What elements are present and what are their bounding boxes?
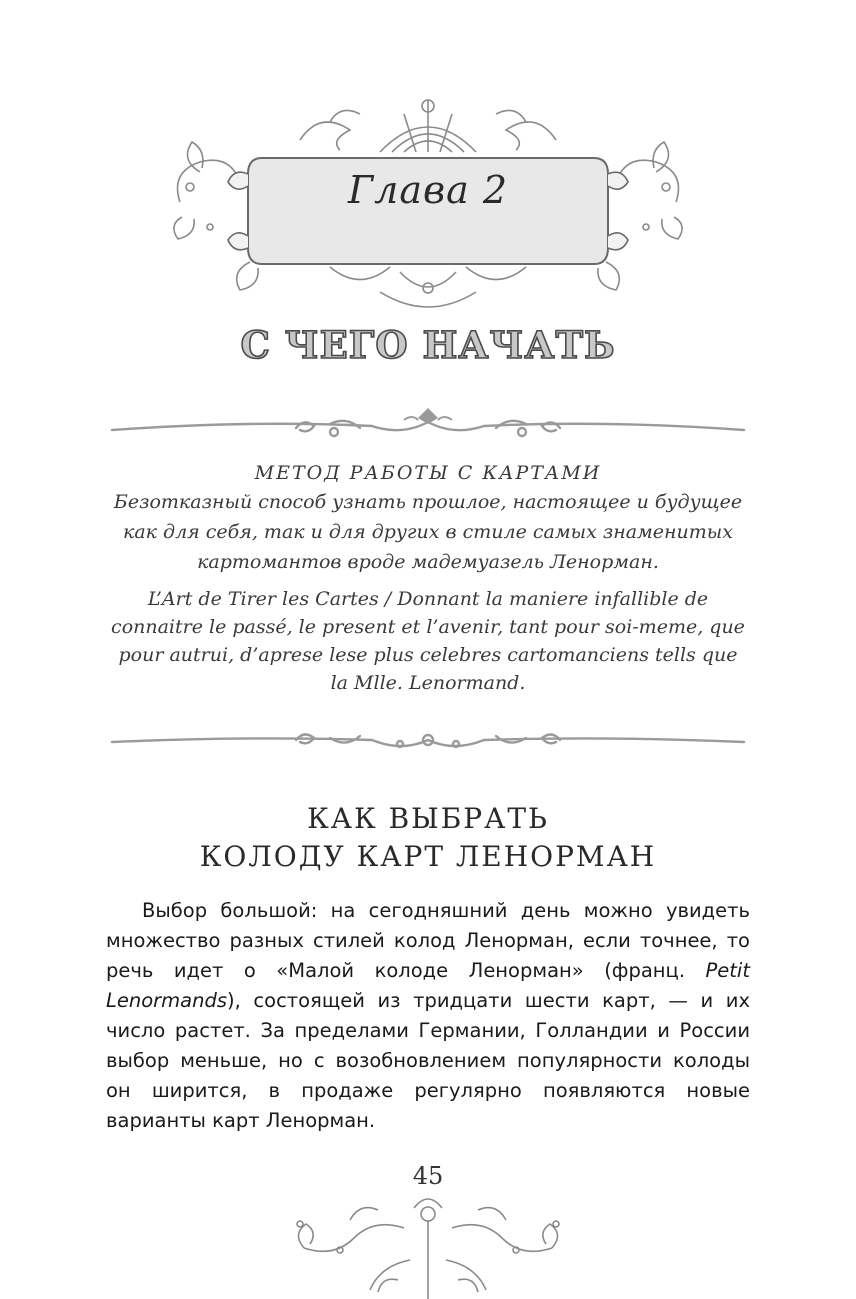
- footer-ornament: [0, 1190, 856, 1299]
- epigraph-russian: Безотказный способ узнать прошлое, настоящее и будущее как для себя, так и для других в стиле самых знаменитых картомантов вроде мадемуазель Ленорман.: [113, 491, 743, 573]
- epigraph-block: [110, 460, 746, 697]
- epigraph-french: L’Art de Tirer les Cartes / Donnant la maniere infallible de connaitre le passé, le present et l’avenir, tant pour soi-meme, que pour autrui, d’aprese lese plus celebres cartomanciens tells que la Mlle. Lenormand.: [111, 588, 745, 694]
- body-paragraph: [106, 896, 750, 1136]
- section-heading-line-1: КАК ВЫБРАТЬ: [307, 802, 549, 835]
- body-text-part-2: ), состоящей из тридцати шести карт, — и их число растет. За пределами Германии, Голландии и России выбор меньше, но с возобновлением популярности колоды он ширится, в продаже регулярно появляются новые варианты карт Ленорман.: [106, 989, 750, 1132]
- epigraph-heading: МЕТОД РАБОТЫ С КАРТАМИ: [254, 462, 602, 484]
- body-text-part-1: Выбор большой: на сегодняшний день можно увидеть множество разных стилей колод Ленорман, если точнее, то речь идет о «Малой колоде Ленорман» (франц.: [106, 899, 750, 982]
- divider-top-ornament: [0, 404, 856, 448]
- divider-bottom-ornament: [0, 722, 856, 762]
- page-number: 45: [412, 1162, 444, 1190]
- chapter-title: С ЧЕГО НАЧАТЬ: [240, 323, 616, 367]
- section-heading-line-2: КОЛОДУ КАРТ ЛЕНОРМАН: [199, 840, 657, 873]
- chapter-number-label: Глава 2: [347, 168, 509, 212]
- section-heading: [0, 800, 856, 876]
- body-italic-term: Petit Lenormands: [106, 959, 750, 1012]
